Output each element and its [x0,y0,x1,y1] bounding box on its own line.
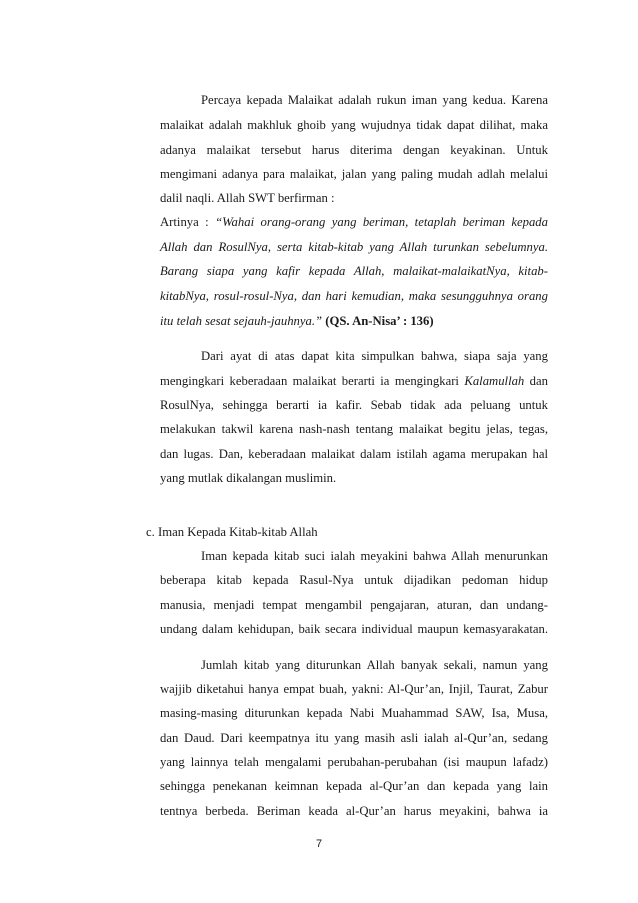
paragraph-line: masing-masing diturunkan kepada Nabi Muahammad SAW, Isa, Musa, [160,706,548,720]
paragraph-line: dan Daud. Dari keempatnya itu yang masih asli ialah al-Qur’an, sedang [160,731,548,745]
paragraph-line: melakukan takwil karena nash-nash tentang malaikat begitu jelas, tegas, [160,422,548,436]
paragraph-line: yang lainnya telah mengalami perubahan-perubahan (isi maupun lafadz) [160,755,548,769]
quote-line: kitabNya, rosul-rosul-Nya, dan hari kemudian, maka sesungguhnya orang [160,289,548,303]
paragraph-line: dalil naqli. Allah SWT berfirman : [160,191,335,205]
paragraph-line: wajjib diketahui hanya empat buah, yakni: Al-Qur’an, Injil, Taurat, Zabur [160,682,548,696]
quote-line [160,214,548,230]
paragraph-line: RosulNya, sehingga berarti ia kafir. Sebab tidak ada peluang untuk [160,398,548,412]
paragraph-line: Iman kepada kitab suci ialah meyakini bahwa Allah menurunkan [201,549,548,563]
text-span: mengingkari keberadaan malaikat berarti ia mengingkari [160,374,465,388]
paragraph-line: Dari ayat di atas dapat kita simpulkan bahwa, siapa saja yang [201,349,548,363]
paragraph-line: dan lugas. Dan, keberadaan malaikat dalam istilah agama merupakan hal [160,447,548,461]
paragraph-line: malaikat adalah makhluk ghoib yang wujudnya tidak dapat dilihat, maka [160,118,548,132]
quote-text: “Wahai orang-orang yang beriman, tetaplah beriman kepada [215,215,548,229]
paragraph-line: Percaya kepada Malaikat adalah rukun iman yang kedua. Karena [201,93,548,107]
page-number: 7 [315,838,323,850]
paragraph-line: mengimani adanya para malaikat, jalan yang paling mudah adlah melalui [160,167,548,181]
quote-prefix: Artinya : [160,215,216,229]
paragraph-line: manusia, menjadi tempat mengambil pengajaran, aturan, dan undang- [160,598,548,612]
quote-line [160,313,548,329]
paragraph-line: tentnya berbeda. Beriman keada al-Qur’an harus meyakini, bahwa ia [160,804,548,818]
paragraph-line [160,373,548,389]
italic-term: Kalamullah [464,374,525,388]
quote-line: Allah dan RosulNya, serta kitab-kitab yang Allah turunkan sebelumnya. [160,240,548,254]
paragraph-line: beberapa kitab kepada Rasul-Nya untuk dijadikan pedoman hidup [160,573,548,587]
paragraph-line: sehingga penekanan keimnan kepada al-Qur’an dan kepada yang lain [160,779,548,793]
paragraph-line: undang dalam kehidupan, baik secara individual maupun kemasyarakatan. [160,622,548,636]
paragraph-line: adanya malaikat tersebut harus diterima dengan keyakinan. Untuk [160,143,548,157]
quote-text: itu telah sesat sejauh-jauhnya.” [160,314,323,328]
quote-citation: (QS. An-Nisa’ : 136) [322,314,434,328]
section-heading: c. Iman Kepada Kitab-kitab Allah [146,525,318,539]
quote-line: Barang siapa yang kafir kepada Allah, malaikat-malaikatNya, kitab- [160,264,548,278]
paragraph-line: yang mutlak dikalangan muslimin. [160,471,337,485]
text-span: dan [524,374,548,388]
paragraph-line: Jumlah kitab yang diturunkan Allah banyak sekali, namun yang [201,658,548,672]
